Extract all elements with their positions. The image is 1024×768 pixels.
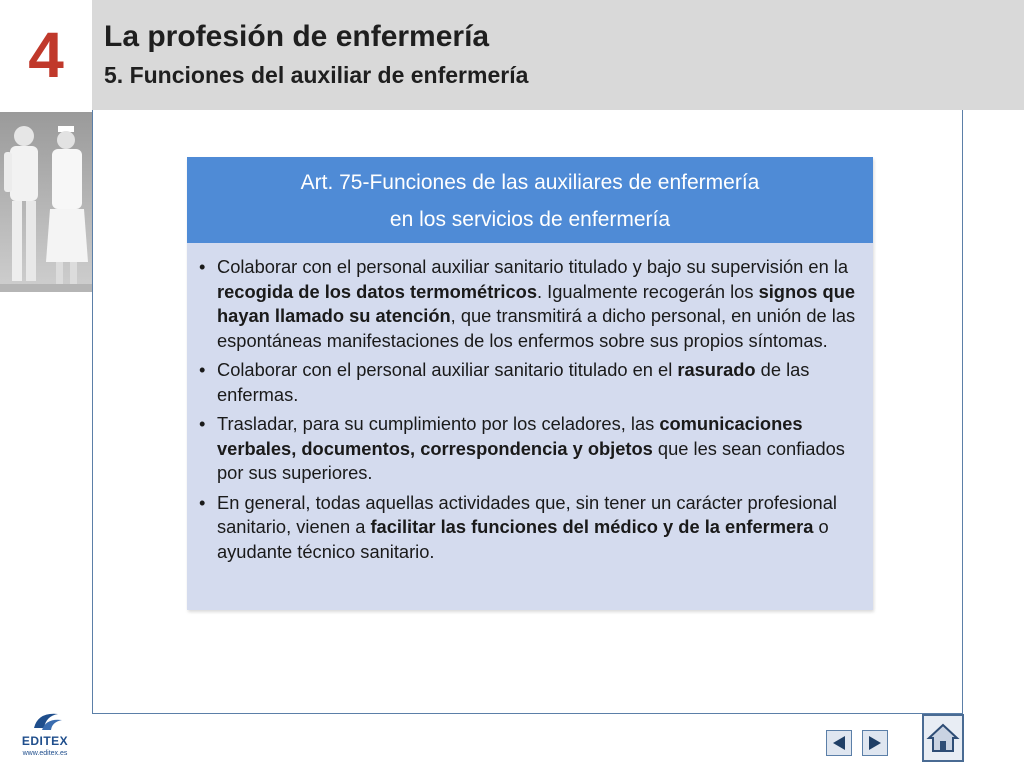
home-button[interactable] <box>922 714 964 762</box>
bullet-text <box>217 491 859 565</box>
bullet-item <box>199 491 859 565</box>
bullet-text-bold: facilitar las funciones del médico y de la enfermera <box>370 516 814 537</box>
bullet-text-segment: , que transmitirá a dicho personal, en unión de las espontáneas manifestaciones de los enfermos sobre sus propios síntomas. <box>217 305 856 351</box>
chapter-number: 4 <box>28 19 64 91</box>
editex-logo-mark <box>14 708 76 734</box>
next-slide-button[interactable] <box>862 730 888 756</box>
bullet-text <box>217 412 859 486</box>
bullet-text-bold: comunicaciones verbales, documentos, correspondencia y objetos <box>217 413 803 459</box>
bullet-text <box>217 255 859 353</box>
bullet-dot: • <box>199 491 206 513</box>
bullet-text <box>217 358 859 407</box>
bullet-text-segment: . Igualmente recogerán los <box>537 280 759 302</box>
page-title: La profesión de enfermería <box>104 20 490 53</box>
bullet-text-bold: recogida de los datos termométricos <box>217 280 538 302</box>
header-band <box>92 0 1024 110</box>
bullet-item <box>199 412 859 486</box>
bullet-text-segment: En general, todas aquellas actividades que, sin tener un carácter profesional sanitario, vienen a <box>217 491 837 537</box>
bullet-text-segment: Colaborar con el personal auxiliar sanitario titulado en el <box>217 359 678 380</box>
bullet-dot: • <box>199 359 206 380</box>
bullet-text-segment: de las enfermas. <box>217 359 810 405</box>
bullet-item <box>199 358 859 407</box>
bullet-text-segment: que les sean confiados por sus superiores. <box>217 437 845 483</box>
bullet-dot: • <box>199 413 206 434</box>
logo-url: www.editex.es <box>22 750 68 757</box>
bullet-text-bold: signos que hayan llamado su atención <box>217 280 856 326</box>
editex-logo <box>14 708 76 763</box>
bullet-text-segment: o ayudante técnico sanitario. <box>217 516 829 562</box>
bullet-text-segment: Trasladar, para su cumplimiento por los celadores, las <box>217 413 660 434</box>
logo-wordmark: EDITEX <box>21 734 69 748</box>
card-title-line1: Art. 75-Funciones de las auxiliares de enfermería <box>300 171 760 194</box>
functions-card <box>187 157 873 610</box>
triangle-right-icon <box>866 734 884 752</box>
bullet-dot: • <box>199 256 206 277</box>
bullet-text-bold: rasurado <box>677 359 756 380</box>
card-body <box>187 243 873 569</box>
bullet-text-segment: Colaborar con el personal auxiliar sanitario titulado y bajo su supervisión en la <box>217 256 849 277</box>
card-title-line2: en los servicios de enfermería <box>389 208 671 231</box>
nurses-photo <box>0 112 92 292</box>
page-subtitle: 5. Funciones del auxiliar de enfermería <box>104 62 529 88</box>
previous-slide-button[interactable] <box>826 730 852 756</box>
triangle-left-icon <box>830 734 848 752</box>
house-icon <box>926 721 960 755</box>
bullet-item <box>199 255 859 353</box>
card-header <box>187 157 873 243</box>
